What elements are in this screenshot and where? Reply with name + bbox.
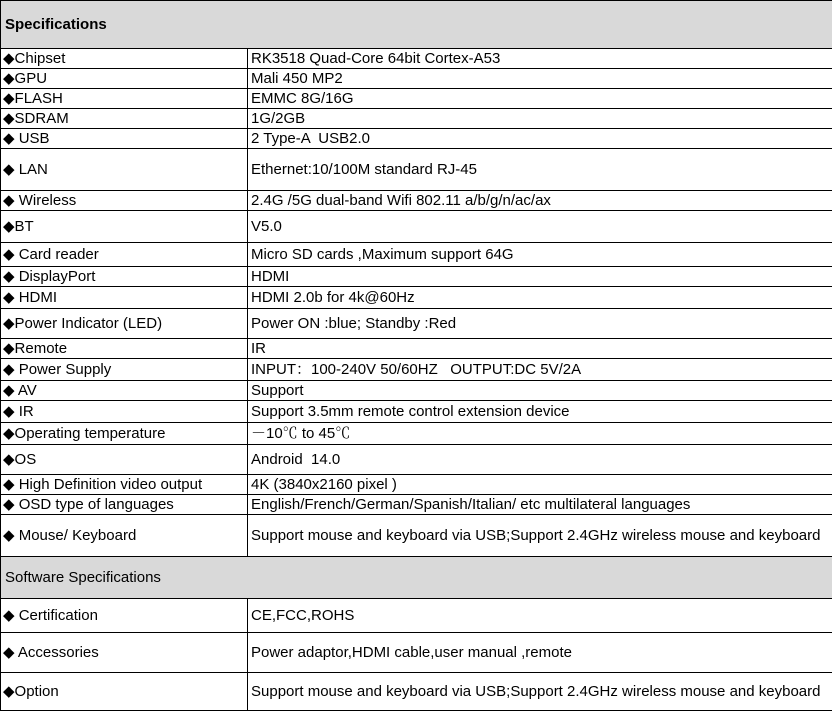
spec-label: BT xyxy=(14,217,34,235)
diamond-bullet-icon: ◆ xyxy=(3,381,15,399)
diamond-bullet-icon: ◆ xyxy=(3,160,15,178)
spec-label-cell xyxy=(1,211,248,243)
spec-label: Accessories xyxy=(14,643,99,661)
spec-value: Mali 450 MP2 xyxy=(248,69,832,89)
diamond-bullet-icon: ◆ xyxy=(3,217,15,235)
spec-value: RK3518 Quad-Core 64bit Cortex-A53 xyxy=(248,49,832,69)
spec-label: Mouse/ Keyboard xyxy=(14,526,137,544)
spec-value: V5.0 xyxy=(248,211,832,243)
rows-row xyxy=(1,309,832,339)
spec-label-cell xyxy=(1,267,248,287)
diamond-bullet-icon: ◆ xyxy=(3,129,15,147)
spec-label-cell xyxy=(1,359,248,381)
software-specifications-header-row xyxy=(1,557,832,599)
rows-row xyxy=(1,401,832,423)
spec-label-cell xyxy=(1,339,248,359)
spec-label-cell xyxy=(1,149,248,191)
diamond-bullet-icon: ◆ xyxy=(3,643,15,661)
spec-value: Android 14.0 xyxy=(248,445,832,475)
spec-label: IR xyxy=(14,402,34,420)
rows-row xyxy=(1,109,832,129)
spec-label-cell xyxy=(1,287,248,309)
spec-label-cell xyxy=(1,309,248,339)
spec-value: EMMC 8G/16G xyxy=(248,89,832,109)
spec-label-cell xyxy=(1,191,248,211)
spec-label-cell xyxy=(1,69,248,89)
diamond-bullet-icon: ◆ xyxy=(3,267,15,285)
spec-label-cell xyxy=(1,401,248,423)
spec-value: English/French/German/Spanish/Italian/ etc multilateral languages xyxy=(248,495,832,515)
spec-value: 1G/2GB xyxy=(248,109,832,129)
spec-value: －10℃ to 45℃ xyxy=(248,423,832,445)
rows-row xyxy=(1,267,832,287)
rows-row xyxy=(1,243,832,267)
spec-value: Ethernet:10/100M standard RJ-45 xyxy=(248,149,832,191)
diamond-bullet-icon: ◆ xyxy=(3,49,15,67)
spec-label: DisplayPort xyxy=(14,267,96,285)
rows-row xyxy=(1,495,832,515)
spec-label: OSD type of languages xyxy=(14,495,174,513)
software_rows-row xyxy=(1,673,832,711)
spec-value: HDMI xyxy=(248,267,832,287)
diamond-bullet-icon: ◆ xyxy=(3,424,15,442)
spec-label: FLASH xyxy=(14,89,63,107)
spec-value: CE,FCC,ROHS xyxy=(248,599,832,633)
diamond-bullet-icon: ◆ xyxy=(3,682,15,700)
spec-value: Power ON :blue; Standby :Red xyxy=(248,309,832,339)
spec-label-cell xyxy=(1,129,248,149)
diamond-bullet-icon: ◆ xyxy=(3,69,15,87)
spec-label-cell xyxy=(1,445,248,475)
rows-row xyxy=(1,339,832,359)
spec-label-cell xyxy=(1,475,248,495)
spec-label: Option xyxy=(14,682,59,700)
spec-label-cell xyxy=(1,495,248,515)
software_rows-row xyxy=(1,633,832,673)
spec-value: Support 3.5mm remote control extension device xyxy=(248,401,832,423)
rows-row xyxy=(1,191,832,211)
spec-label: USB xyxy=(14,129,50,147)
spec-label-cell xyxy=(1,381,248,401)
diamond-bullet-icon: ◆ xyxy=(3,191,15,209)
software-specifications-title: Software Specifications xyxy=(1,557,832,599)
spec-label: SDRAM xyxy=(14,109,69,127)
rows-row xyxy=(1,49,832,69)
diamond-bullet-icon: ◆ xyxy=(3,360,15,378)
diamond-bullet-icon: ◆ xyxy=(3,606,15,624)
rows-row xyxy=(1,287,832,309)
spec-value: Support mouse and keyboard via USB;Support 2.4GHz wireless mouse and keyboard xyxy=(248,673,832,711)
spec-label: Remote xyxy=(14,339,68,357)
rows-row xyxy=(1,129,832,149)
spec-label: Wireless xyxy=(14,191,77,209)
rows-row xyxy=(1,423,832,445)
software_rows-row xyxy=(1,599,832,633)
diamond-bullet-icon: ◆ xyxy=(3,495,15,513)
diamond-bullet-icon: ◆ xyxy=(3,314,15,332)
diamond-bullet-icon: ◆ xyxy=(3,245,15,263)
spec-value: INPUT：100-240V 50/60HZ OUTPUT:DC 5V/2A xyxy=(248,359,832,381)
spec-label: LAN xyxy=(14,160,48,178)
diamond-bullet-icon: ◆ xyxy=(3,475,15,493)
spec-label-cell xyxy=(1,599,248,633)
rows-row xyxy=(1,211,832,243)
rows-row xyxy=(1,89,832,109)
spec-value: 4K (3840x2160 pixel ) xyxy=(248,475,832,495)
spec-value: Power adaptor,HDMI cable,user manual ,remote xyxy=(248,633,832,673)
rows-row xyxy=(1,359,832,381)
diamond-bullet-icon: ◆ xyxy=(3,288,15,306)
rows-row xyxy=(1,381,832,401)
spec-label: Power Supply xyxy=(14,360,112,378)
diamond-bullet-icon: ◆ xyxy=(3,402,15,420)
spec-label-cell xyxy=(1,109,248,129)
spec-value: Support xyxy=(248,381,832,401)
spec-label-cell xyxy=(1,89,248,109)
spec-label-cell xyxy=(1,633,248,673)
spec-label: Operating temperature xyxy=(14,424,166,442)
spec-label: OS xyxy=(14,450,37,468)
spec-value: Support mouse and keyboard via USB;Support 2.4GHz wireless mouse and keyboard xyxy=(248,515,832,557)
spec-label-cell xyxy=(1,515,248,557)
spec-value: Micro SD cards ,Maximum support 64G xyxy=(248,243,832,267)
spec-label: High Definition video output xyxy=(14,475,203,493)
spec-value: IR xyxy=(248,339,832,359)
specifications-title: Specifications xyxy=(1,1,832,49)
rows-row xyxy=(1,69,832,89)
spec-label: HDMI xyxy=(14,288,58,306)
spec-label: Certification xyxy=(14,606,98,624)
spec-label: AV xyxy=(14,381,37,399)
spec-label: Card reader xyxy=(14,245,99,263)
diamond-bullet-icon: ◆ xyxy=(3,450,15,468)
rows-row xyxy=(1,475,832,495)
spec-label: Chipset xyxy=(14,49,66,67)
diamond-bullet-icon: ◆ xyxy=(3,89,15,107)
spec-label-cell xyxy=(1,673,248,711)
spec-value: 2.4G /5G dual-band Wifi 802.11 a/b/g/n/ac/ax xyxy=(248,191,832,211)
rows-row xyxy=(1,149,832,191)
spec-label-cell xyxy=(1,243,248,267)
spec-value: 2 Type-A USB2.0 xyxy=(248,129,832,149)
spec-label-cell xyxy=(1,49,248,69)
rows-row xyxy=(1,515,832,557)
spec-label: Power Indicator (LED) xyxy=(14,314,163,332)
rows-row xyxy=(1,445,832,475)
spec-value: HDMI 2.0b for 4k@60Hz xyxy=(248,287,832,309)
spec-label: GPU xyxy=(14,69,48,87)
spec-label-cell xyxy=(1,423,248,445)
specifications-header-row xyxy=(1,1,832,49)
diamond-bullet-icon: ◆ xyxy=(3,526,15,544)
diamond-bullet-icon: ◆ xyxy=(3,109,15,127)
diamond-bullet-icon: ◆ xyxy=(3,339,15,357)
